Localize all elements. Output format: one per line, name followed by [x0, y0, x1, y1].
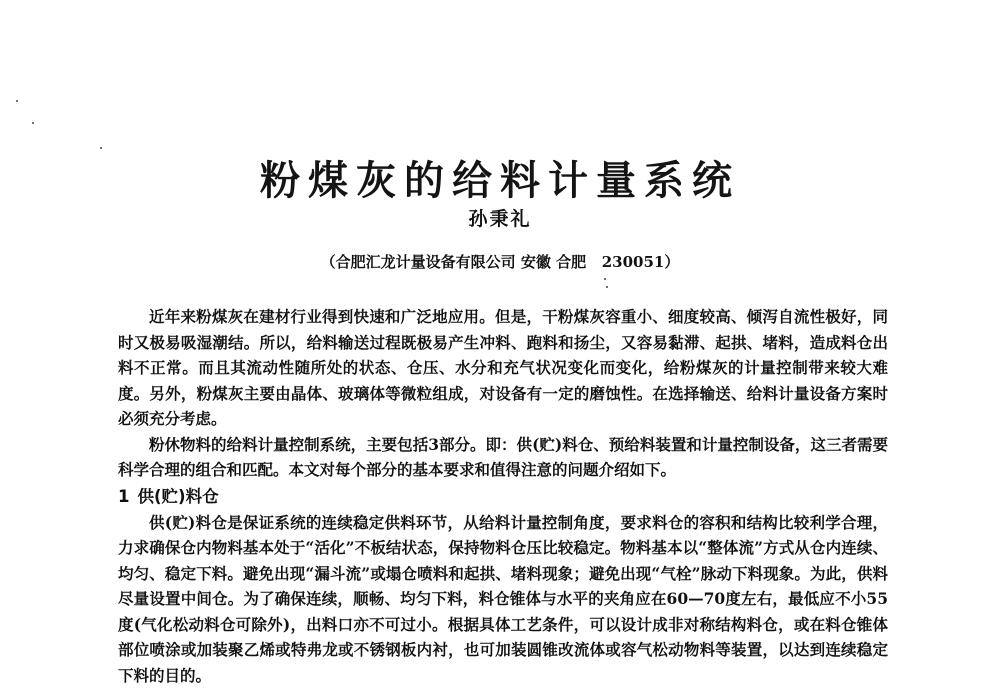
section-title: 供(贮)料仓: [137, 486, 219, 506]
section-heading: [118, 483, 888, 510]
body-paragraph-overview: 粉休物料的给料计量控制系统，主要包括3部分。即：供(贮)料仓、预给料装置和计量控制设备，这三者需要科学合理的组合和匹配。本文对每个部分的基本要求和值得注意的问题介绍如下。: [118, 434, 888, 479]
article-title: 粉煤灰的给料计量系统: [260, 157, 740, 204]
body-paragraph-section1: 供(贮)料仓是保证系统的连续稳定供料环节，从给料计量控制角度，要求料仓的容积和结构比较利学合理，力求确保仓内物料基本处于“活化”不板结状态，保持物料仓压比较稳定。物料基本以“整体流”方式从仓内连续、均匀、稳定下料。避免出现“漏斗流”或塌仓喷料和起拱、堵料现象；避免出现“气栓”脉动下料现象。为此，供料尽量设置中间仓。为了确保连续，顺畅、均匀下料，料仓锥体与水平的夹角应在60—70度左右，最低应不小55度(气化松动料仓可除外)，出料口亦不可过小。根据具体工艺条件，可以设计成非对称结构料仓，或在料仓锥体部位喷涂或加装聚乙烯或特弗龙或不锈钢板内衬，也可加装圆锥改流体或容气松动物料等装置，以达到连续稳定下料的目的。: [118, 512, 888, 685]
scan-speck: [604, 278, 606, 280]
author-name: 孙秉礼: [468, 208, 532, 230]
author-affiliation: （合肥汇龙计量设备有限公司 安徽 合肥 230051）: [320, 253, 680, 271]
scan-speck: [100, 147, 102, 149]
body-paragraph-intro: 近年来粉煤灰在建材行业得到快速和广泛地应用。但是，干粉煤灰容重小、细度较高、倾泻自流性极好，同时又极易吸湿潮结。所以，给料输送过程既极易产生冲料、跑料和扬尘，又容易黏滞、起拱、堵料，造成料仓出料不正常。而且其流动性随所处的状态、仓压、水分和充气状况变化而变化，给粉煤灰的计量控制带来较大难度。另外，粉煤灰主要由晶体、玻璃体等微粒组成，对设备有一定的磨蚀性。在选择输送、给料计量设备方案时必须充分考虑。: [118, 307, 888, 428]
section-number: 1: [118, 486, 130, 506]
scan-speck: [16, 100, 18, 102]
scan-speck: [606, 286, 608, 288]
article-body: [118, 304, 888, 688]
scan-speck: [32, 122, 34, 124]
